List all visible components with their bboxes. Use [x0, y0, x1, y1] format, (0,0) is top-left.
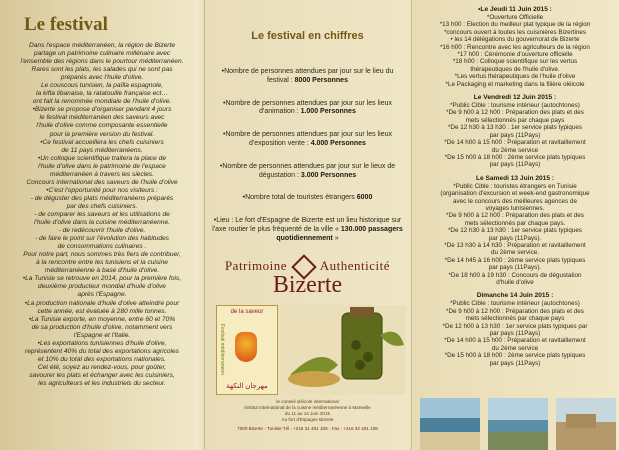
stat-value: 4.000 Personnes	[310, 139, 366, 147]
festival-title: Le festival	[24, 14, 108, 35]
festival-line: l'huile d'olive comme composante essentielle	[36, 122, 168, 130]
programme-line: mets sélectionnés par chaque pays	[465, 116, 565, 124]
stats-list	[212, 68, 403, 244]
beach-photo	[417, 398, 483, 450]
programme-line: *concours ouvert à toutes les cuisinières Bizertines	[443, 28, 587, 36]
programme-line: *Ouverture Officielle	[486, 14, 544, 21]
programme-line: *De 18 h00 à 19 h30 : Concours de dégustation	[448, 271, 582, 279]
stat-item	[212, 217, 403, 243]
day-title: Le Vendredi 12 Juin 2015 :	[473, 94, 557, 102]
stat-label: •Lieu : Le fort d'Espagne de Bizerte est un lieu historique sur l'axe routier le plus fréquenté de la ville «	[212, 217, 402, 233]
festival-line: •La Tunisie exporte, en moyenne, entre 60 et 70%	[28, 315, 176, 323]
day-block	[417, 94, 613, 169]
festival-line: cette année, est évaluée à 280 mille tonnes.	[37, 307, 167, 315]
stat-item	[212, 68, 403, 86]
programme-line: voyages tunisiennes.	[485, 204, 545, 212]
credit-line: Institut International de la cuisine méditerranéenne à Marseille	[244, 404, 371, 410]
programme-line: *Public Cible : tourisme intérieur (autochtones)	[450, 300, 580, 308]
programme-line: mets sélectionnés par chaque pays	[465, 315, 565, 323]
festival-line: la kifta libanaise, la ratatouille française ect…	[36, 90, 168, 98]
chiffres-title: Le festival en chiffres	[251, 30, 364, 42]
olive-oil-photo	[280, 305, 406, 395]
programme-line: (organisation d'excursion et week-end gastronomique	[440, 190, 590, 198]
festival-line: Rares sont les plats, les salades qui ne sont pas	[31, 66, 173, 74]
festival-line: de 11 pays méditerranéens.	[61, 146, 143, 154]
panel-chiffres	[204, 0, 411, 450]
programme-line: *13 h00 : Election du meilleur plat typique de la région	[439, 21, 591, 29]
stat-item	[212, 194, 403, 203]
festival-line: - de déguster des plats méditerranéens préparés	[30, 194, 174, 202]
festival-line: - de comparer les saveurs et les utilisations de	[34, 210, 170, 218]
festival-line: le festival méditerranéen des saveurs avec	[39, 114, 165, 122]
festival-poster	[216, 305, 278, 395]
brand-word-authenticite: Authenticité	[319, 257, 391, 273]
programme-line: du 2ème service	[491, 146, 539, 154]
festival-line: •Bizerte se propose d'organiser pendant 4 jours	[32, 106, 172, 114]
programme-line: *De 12 h30 à 13 h30 : 1er service plats typiques	[447, 124, 583, 132]
programme-line: avec le concours des meilleures agences de	[453, 197, 577, 205]
stat-value: 3.000 Personnes	[300, 171, 357, 179]
festival-line: par des chefs cuisiniers.	[66, 202, 138, 210]
programme-line: *16 h00 : Rencontre avec les agriculteurs de la région	[440, 43, 590, 51]
stat-item	[212, 100, 403, 118]
festival-line: les agriculteurs et les industriels du secteur.	[38, 379, 166, 387]
programme-line: *Public Cible : tourisme intérieur (autochtones)	[450, 102, 580, 110]
partner-credits	[212, 399, 403, 423]
programme-line: *De 9 h00 à 12 h00 : Préparation des plats et des	[446, 212, 584, 220]
programme-line: par pays (11Pays)	[489, 131, 541, 139]
programme-line: du 2ème service.	[491, 249, 539, 257]
festival-line: méditerranéenne à base d'huile d'olive.	[44, 267, 160, 275]
poster-heading: de la saveur	[230, 308, 264, 315]
programme-line: d'huile d'olive	[496, 279, 534, 286]
programme-line: *De 9 h00 à 12 h00 : Préparation des plats et des	[446, 109, 584, 117]
festival-line: l'huile d'olive dans le patrimoine de l'espace	[38, 162, 166, 170]
programme-line: *De 14 h00 à 15 h00 : Préparation et ravitaillement	[444, 337, 586, 345]
festival-line: de consommations culinaires .	[57, 243, 147, 251]
festival-line: et 10% du total des exportations nationales.	[38, 355, 166, 363]
stat-label: •Nombre total de touristes étrangers	[242, 194, 357, 202]
stat-label: •Nombre de personnes attendues par jour sur les lieux d'animation :	[223, 99, 392, 116]
programme-line: mets sélectionnés par chaque pays.	[464, 219, 566, 227]
programme-line: par pays (11Pays)	[489, 359, 541, 367]
festival-line: Le couscous tunisien, la païlla espagnole,	[40, 82, 164, 90]
day-title: Dimanche 14 Juin 2015 :	[476, 292, 554, 300]
festival-line: •C'est l'opportunité pour nos visiteurs :	[46, 186, 158, 194]
festival-line: l'huile d'olive dans la cuisine méditerranéenne.	[34, 219, 170, 227]
festival-line: à la rencontre entre les tunisiens et la cuisine	[36, 259, 168, 267]
flame-cup-icon	[235, 332, 257, 362]
credit-line: du 11 au 14 Juin 2015	[284, 410, 331, 416]
programme-line: • les 14 délégations du gouvernorat de Bizerte	[450, 36, 580, 44]
programme-line: du 2ème service	[491, 344, 539, 352]
programme-line: *Le Packaging et marketing dans la filière oléicole	[445, 80, 585, 88]
stat-item	[212, 131, 403, 149]
festival-line: l'Espagne et l'Italie.	[73, 331, 131, 339]
programme-line: *De 13 h30 à 14 h30 : Préparation et ravitaillement	[444, 241, 586, 249]
stat-value: 6000	[356, 194, 373, 202]
festival-line: savourer les plats et échanger avec les cuisiniers,	[29, 371, 175, 379]
programme-line: par pays (11Pays).	[488, 234, 542, 242]
poster-arabic-title: مهرجان النكهة	[226, 382, 268, 390]
programme-line: *De 15 h00 à 18 h00 : 2ème service plats typiques	[444, 352, 586, 360]
festival-line: de sa production d'huile d'olive, notamment vers	[31, 323, 173, 331]
programme-line: *De 14 h45 à 16 h00 : 2ème service plats typiques	[444, 256, 586, 264]
panel-festival	[0, 0, 204, 450]
festival-line: •Un colloque scientifique traitera la place de	[37, 154, 167, 162]
programme-line: *Les vertus thérapeutiques de l'huile d'olive	[454, 73, 576, 81]
festival-line: représentent 40% du total des exportations agricoles	[25, 347, 179, 355]
festival-text	[6, 42, 198, 388]
programme-line: *17 h00 : Cérémonie d'ouverture officielle	[457, 51, 573, 59]
panel-programme	[411, 0, 619, 450]
festival-line: ont fait la renommée mondiale de l'huile d'olive.	[32, 98, 172, 106]
coast-photo	[485, 398, 551, 450]
programme-line: par pays (11Pays)	[489, 161, 541, 169]
brand-logo	[212, 258, 403, 299]
stat-label: •Nombre de personnes attendues par jour sur les lieux d'exposition vente :	[223, 131, 392, 147]
festival-line: •Les exportations tunisiennes d'huile d'olive,	[37, 339, 167, 347]
festival-line: - de faire le point sur l'évolution des habitudes	[35, 235, 169, 243]
festival-line: partage un patrimoine culinaire millénaire avec	[33, 50, 171, 58]
day-block	[417, 292, 613, 367]
programme-line: thérapeutiques de l'huile d'olive.	[470, 65, 560, 73]
stat-label: •Nombre de personnes attendues par jour sur le lieu du festival :	[221, 68, 394, 84]
festival-line: après l'Espagne.	[77, 291, 127, 299]
credit-line: le conseil oléicole international	[276, 398, 339, 404]
festival-line: Dans l'espace méditerranéen, la région de Bizerte	[28, 42, 176, 49]
festival-line: Concours international des saveurs de l'huile d'olive	[26, 178, 178, 186]
festival-line: préparés avec l'huile d'olive.	[60, 74, 144, 82]
brand-word-bizerte: Bizerte	[272, 271, 343, 298]
visuals	[212, 305, 403, 397]
photo-strip	[417, 398, 619, 450]
stat-value: 8000 Personnes	[294, 76, 348, 84]
day-block	[417, 175, 613, 287]
stat-label: •Nombre de personnes attendues par jour sur le lieux de dégustation :	[219, 162, 396, 179]
festival-line: •Ce festival accueillera les chefs cuisiniers	[40, 138, 164, 146]
festival-line: Cet été, soyez au rendez-vous, pour goûter,	[37, 363, 167, 371]
programme-line: *De 15 h00 à 18 h00 : 2ème service plats typiques	[444, 153, 586, 161]
programme-line: *De 14 h00 à 15 h00 : Préparation et ravitaillement	[444, 139, 586, 147]
festival-line: pour la première version du festival.	[49, 130, 155, 138]
festival-line: méditerranéen à travers les siècles.	[49, 170, 155, 178]
day-block	[417, 6, 613, 88]
stat-item	[212, 163, 403, 181]
festival-line: - de redécouvrir l'huile d'olive.	[58, 227, 146, 235]
programme-line: par pays (11Pays)	[489, 330, 541, 338]
programme-line: par pays (11Pays).	[488, 264, 542, 272]
programme-days	[417, 6, 613, 367]
brand-word-patrimoine: Patrimoine	[224, 257, 287, 273]
programme-line: *De 9 h00 à 12 h00 : Préparation des plats et des	[446, 307, 584, 315]
fort-photo	[553, 398, 619, 450]
programme-line: *Public Cible : touristes étrangers en Tunisie	[453, 182, 577, 190]
programme-line: *De 12 h00 à 13 h30 : 1er service plats typiques par	[442, 322, 588, 330]
festival-line: l'ensemble des régions dans le pourtour méditerranéen.	[20, 58, 184, 66]
contact-line: 7000 Bizerte - Tunisie Tél : +216 31 401 106 · Fax : +216 32 401 106	[237, 425, 378, 431]
programme-line: *De 12 h30 à 13 h30 : 1er service plats typiques	[447, 227, 583, 235]
stat-suffix: »	[332, 234, 339, 242]
festival-line: deuxième producteur mondial d'huile d'olive	[38, 283, 166, 291]
day-title: Le Samedi 13 Juin 2015 :	[475, 174, 555, 182]
stat-value: 1.000 Personnes	[300, 108, 356, 116]
day-title: •Le Jeudi 11 Juin 2015 :	[478, 6, 552, 13]
festival-line: •La production nationale d'huile d'olive atteindre pour	[24, 299, 180, 307]
festival-line: Pour notre part, nous sommes très fiers de contribuer,	[23, 251, 181, 259]
programme-line: *18 h00 : Colloque scientifique sur les vertus	[452, 58, 578, 66]
stat-value: 130.000 passagers quotidiennement	[276, 225, 403, 242]
poster-side-text: Festival méditerranéen	[219, 323, 225, 375]
credit-line: Au fort d'Espagne Bizerte	[281, 416, 334, 422]
festival-line: •La Tunisie se retrouve en 2014, pour la première fois,	[22, 275, 182, 283]
